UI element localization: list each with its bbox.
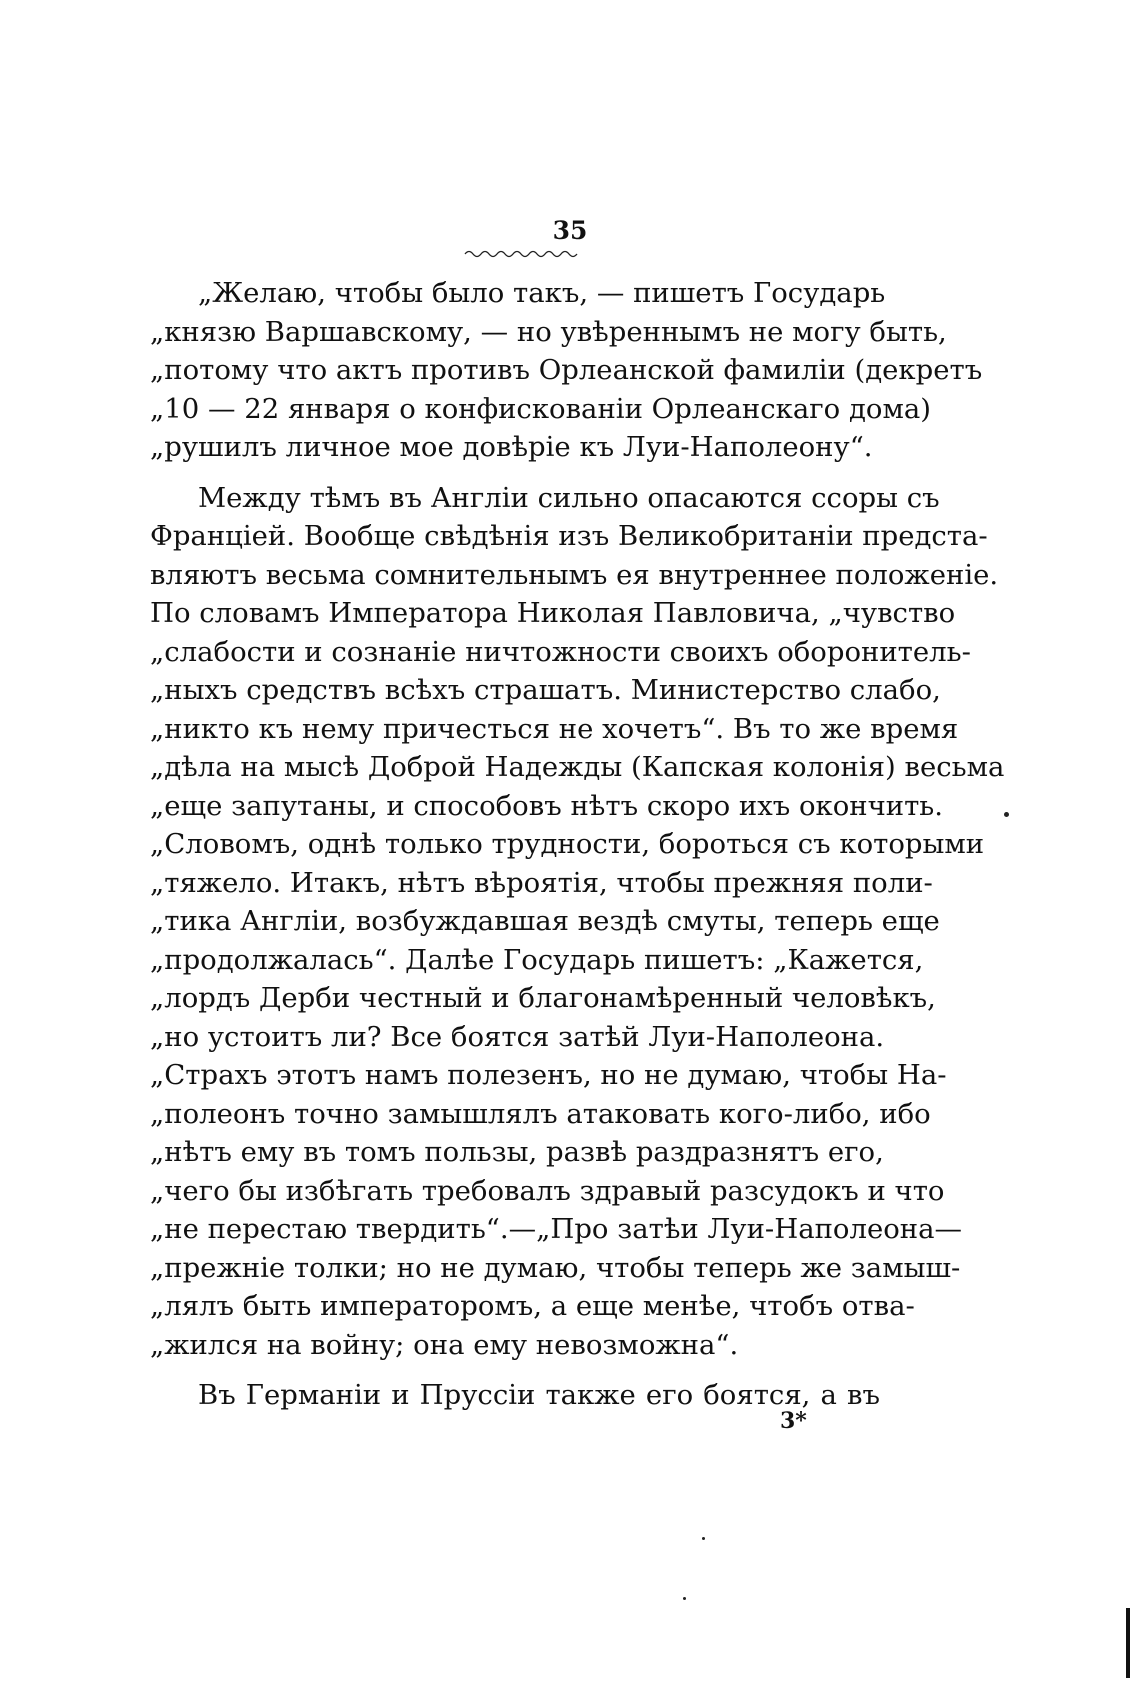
text-line: „жился на войну; она ему невозможна“. — [150, 1328, 739, 1361]
page-number: 35 — [552, 216, 588, 245]
ink-speck — [683, 1597, 686, 1600]
text-line: „10 — 22 января о конфискованіи Орлеанскаго дома) — [150, 392, 931, 425]
scan-edge-mark — [1126, 1608, 1130, 1678]
text-line: „Страхъ этотъ намъ полезенъ, но не думаю, чтобы На- — [150, 1059, 947, 1091]
text-line: вляютъ весьма сомнительнымъ ея внутреннее положеніе. — [150, 558, 999, 591]
text-line: „полеонъ точно замышлялъ атаковать кого-либо, ибо — [150, 1097, 931, 1130]
text-line: „потому что актъ противъ Орлеанской фамиліи (декретъ — [150, 354, 983, 386]
wavy-rule-ornament — [465, 248, 577, 260]
text-line: „ныхъ средствъ всѣхъ страшатъ. Министерство слабо, — [150, 674, 941, 706]
text-line: „тика Англіи, возбуждавшая вездѣ смуты, теперь еще — [150, 905, 940, 937]
text-line: Въ Германіи и Пруссіи также его боятся, а въ — [198, 1379, 880, 1411]
paragraph-2 — [150, 479, 1005, 1365]
text-line: Между тѣмъ въ Англіи сильно опасаются ссоры съ — [198, 481, 940, 514]
text-line: „рушилъ личное мое довѣріе къ Луи-Наполеону“. — [150, 431, 873, 463]
paragraph-3 — [150, 1376, 880, 1415]
text-line: „Желаю, чтобы было такъ, — пишетъ Государь — [198, 277, 886, 309]
signature-mark: 3* — [780, 1408, 807, 1434]
text-line: „Словомъ, однѣ только трудности, бороться съ которыми — [150, 828, 985, 860]
text-line: „прежніе толки; но не думаю, чтобы теперь же замыш- — [150, 1251, 961, 1284]
text-line: „тяжело. Итакъ, нѣтъ вѣроятія, чтобы прежняя поли- — [150, 866, 933, 899]
text-line: „лялъ быть императоромъ, а еще менѣе, чтобъ отва- — [150, 1290, 915, 1322]
paragraph-1 — [150, 274, 983, 467]
text-line: Франціей. Вообще свѣдѣнія изъ Великобританіи предста- — [150, 520, 988, 552]
text-line: „никто къ нему причесться не хочетъ“. Въ то же время — [150, 712, 959, 745]
text-line: По словамъ Императора Николая Павловича, „чувство — [150, 597, 956, 629]
text-line: „князю Варшавскому, — но увѣреннымъ не могу быть, — [150, 315, 947, 348]
text-line: „дѣла на мысѣ Доброй Надежды (Капская колонія) весьма — [150, 751, 1005, 783]
text-line: „продолжалась“. Далѣе Государь пишетъ: „Кажется, — [150, 943, 924, 976]
text-line: „но устоитъ ли? Все боятся затѣй Луи-Наполеона. — [150, 1020, 885, 1053]
text-line: „чего бы избѣгать требовалъ здравый разсудокъ и что — [150, 1174, 945, 1207]
text-line: „еще запутаны, и способовъ нѣтъ скоро ихъ окончить. — [150, 789, 944, 822]
body-text — [150, 274, 1005, 1415]
text-line: „не перестаю твердить“.—„Про затѣи Луи-Наполеона— — [150, 1213, 963, 1245]
text-line: „лордъ Дерби честный и благонамѣренный человѣкъ, — [150, 982, 936, 1014]
text-line: „нѣтъ ему въ томъ пользы, развѣ раздразнятъ его, — [150, 1136, 884, 1168]
ink-speck — [1004, 812, 1009, 817]
text-line: „слабости и сознаніе ничтожности своихъ оборонитель- — [150, 635, 971, 668]
ink-speck — [702, 1537, 705, 1540]
